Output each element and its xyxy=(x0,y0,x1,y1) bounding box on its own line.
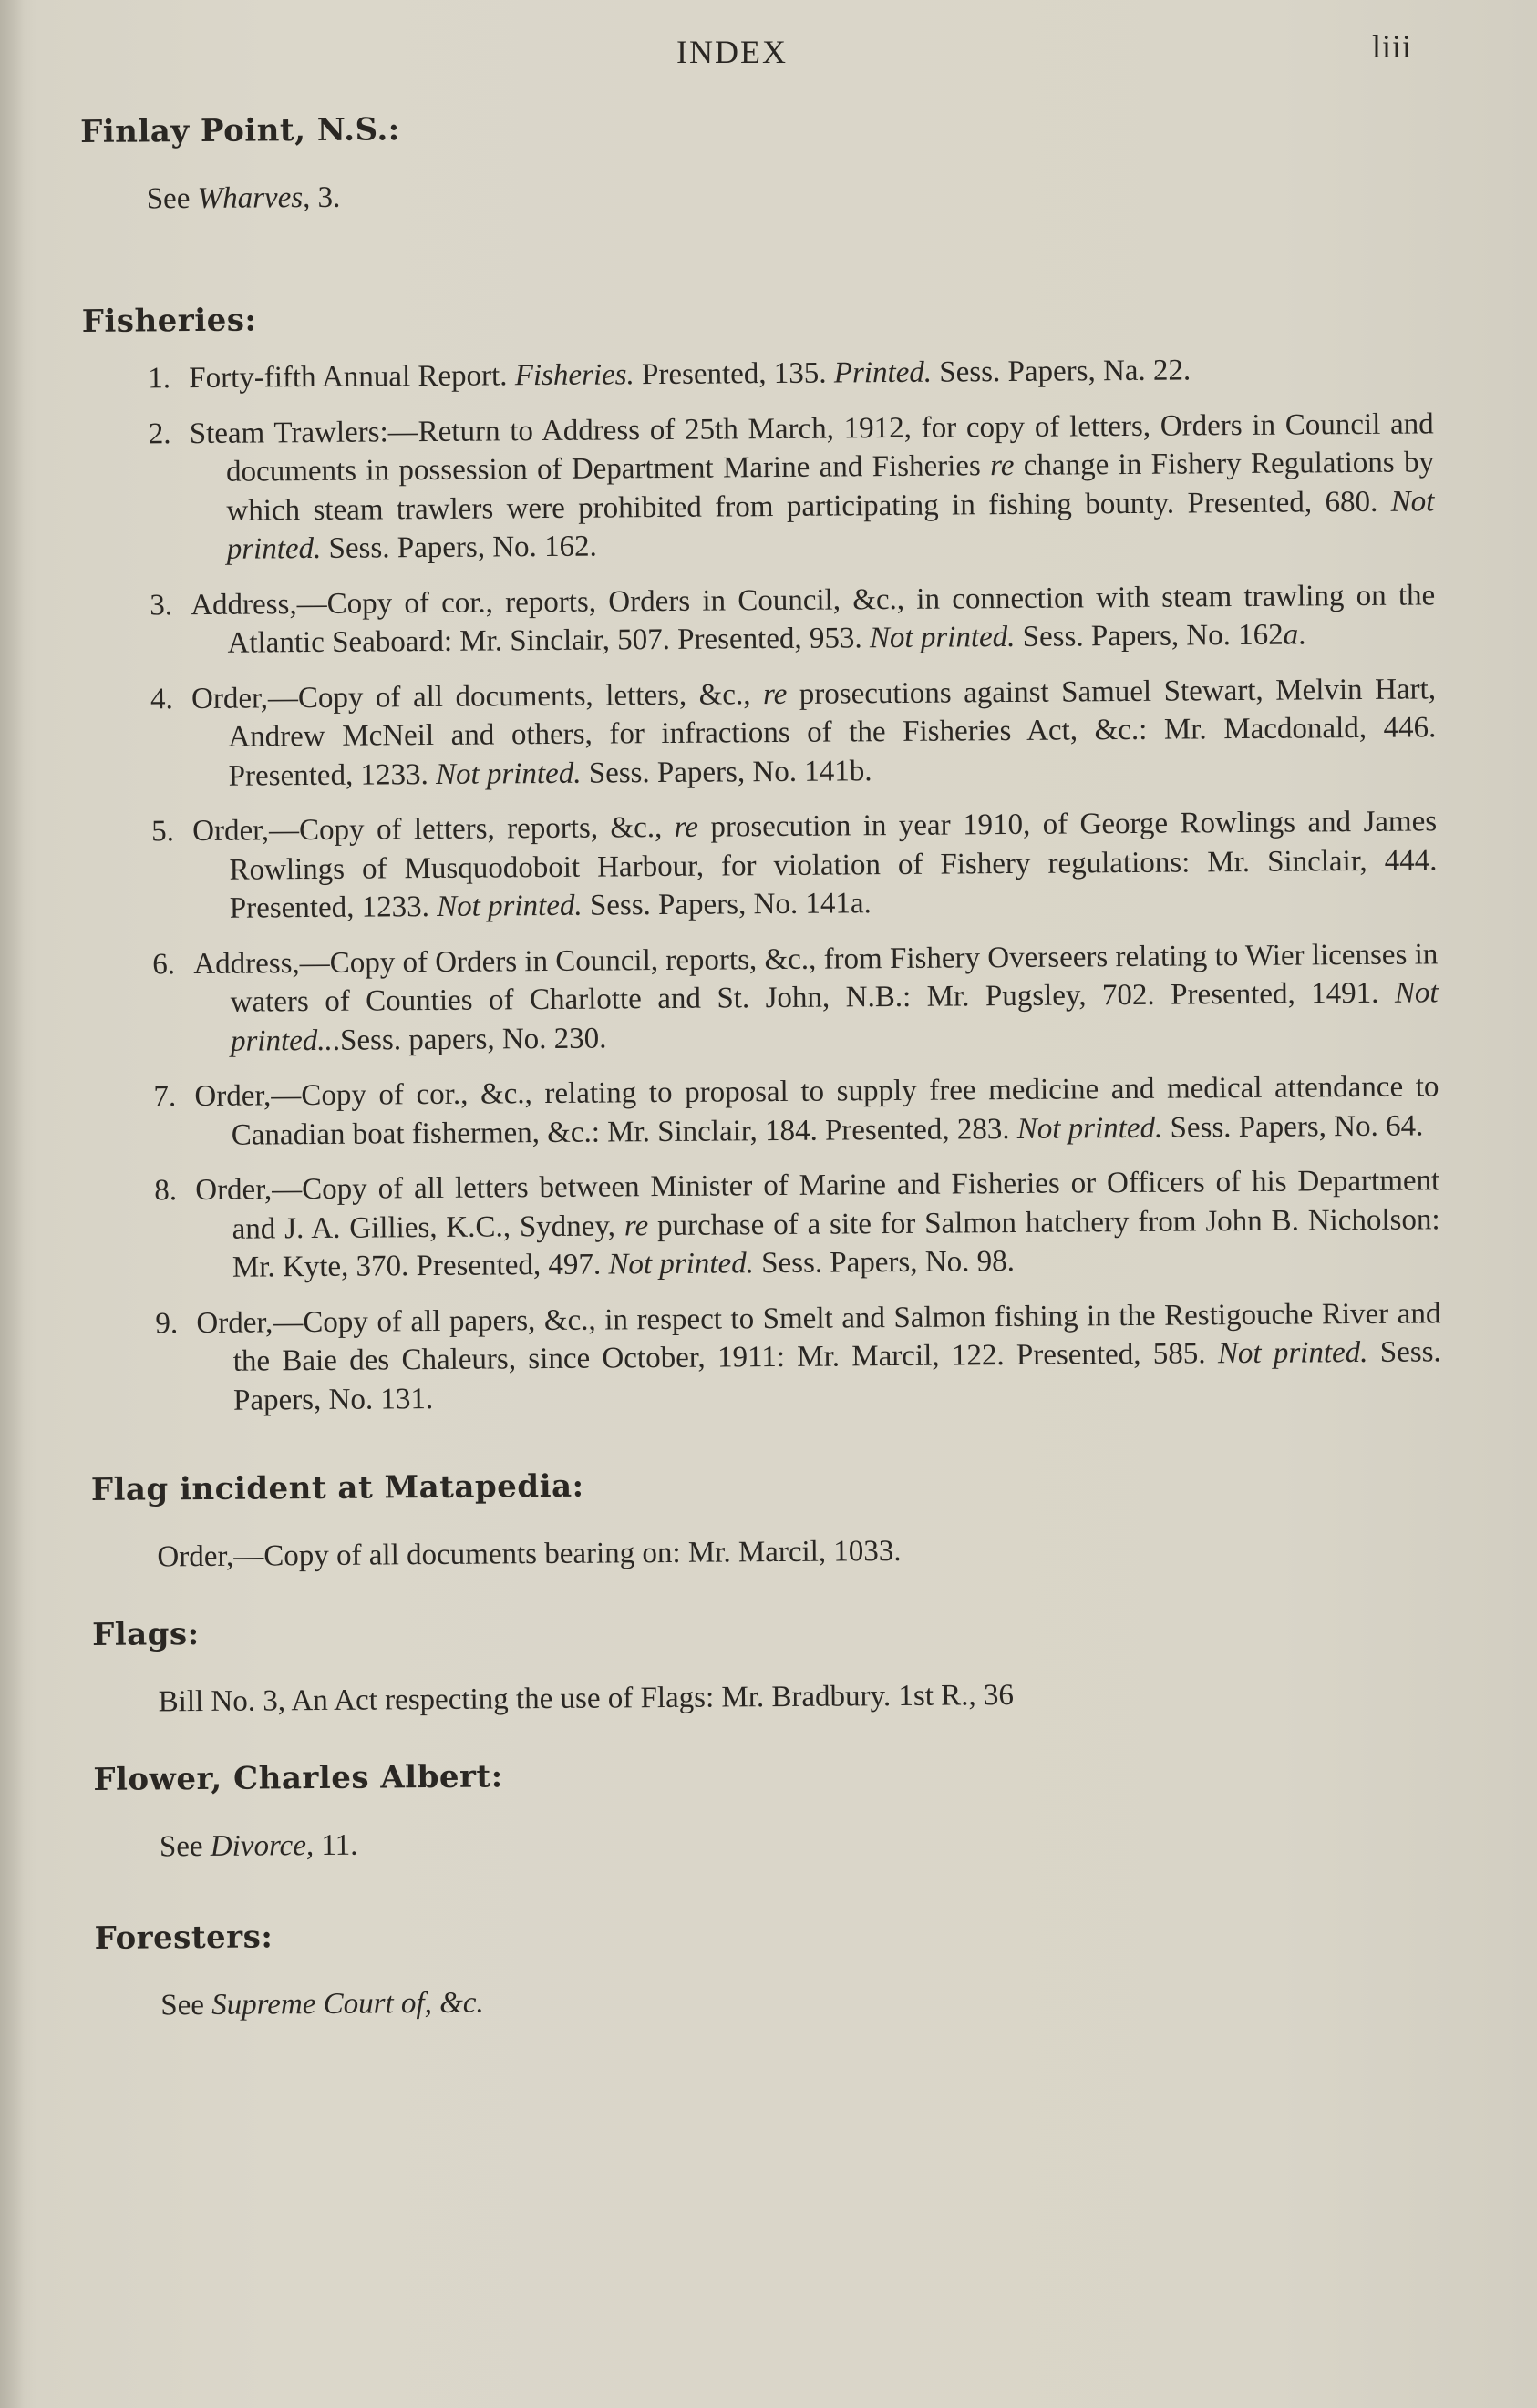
see-suffix: 3. xyxy=(310,180,341,215)
entry-heading: Flower, Charles Albert: xyxy=(93,1758,503,1798)
item-text: Order,—Copy of all letters between Minister of Marine and Fisheries or Officers of his Department and J. A. Gillies, K.C., Sydney, re purchase of a site for Salmon hatchery from John B. Nicholson: Mr. Kyte, 370. Presented, 497. Not printed. Sess. Papers, No. 98. xyxy=(195,1164,1440,1284)
see-target: Divorce, xyxy=(210,1829,315,1863)
item-text: Order,—Copy of all documents, letters, &c., re prosecutions against Samuel Stewart, Melvin Hart, Andrew McNeil and others, for infractions of the Fisheries Act, &c.: Mr. Macdonald, 446. Presented, 1233. Not printed. Sess. Papers, No. 141b. xyxy=(191,672,1437,793)
item-number: 4. xyxy=(150,682,173,715)
item-text: Address,—Copy of cor., reports, Orders in Council, &c., in connection with steam trawling on the Atlantic Seaboard: Mr. Sinclair, 507. Presented, 953. Not printed. Sess. Papers, No. 162a. xyxy=(191,578,1436,660)
entry-text: Order,—Copy of all documents bearing on: Mr. Marcil, 1033. xyxy=(157,1534,902,1574)
item-text: Order,—Copy of letters, reports, &c., re prosecution in year 1910, of George Rowlings and James Rowlings of Musquodoboit Harbour, for violation of Fishery regulations: Mr. Sinclair, 444. Presented, 1233. Not printed. Sess. Papers, No. 141a. xyxy=(192,805,1438,925)
see-reference xyxy=(147,170,1439,218)
item-number: 2. xyxy=(148,417,171,450)
list-item xyxy=(88,1161,1448,1288)
index-content xyxy=(80,103,1454,2055)
entry-heading: Fisheries: xyxy=(81,302,257,340)
see-prefix: See xyxy=(160,1988,205,2022)
item-number: 9. xyxy=(155,1306,179,1340)
entry-fisheries xyxy=(82,293,1449,1421)
entry-heading: Finlay Point, N.S.: xyxy=(80,111,400,150)
see-prefix: See xyxy=(146,182,191,216)
list-item xyxy=(86,802,1445,929)
running-title: INDEX xyxy=(676,34,788,70)
item-number: 1. xyxy=(148,362,171,396)
entry-flag-incident xyxy=(91,1461,1450,1577)
entry-heading: Flag incident at Matapedia: xyxy=(90,1467,584,1508)
entry-heading: Foresters: xyxy=(94,1919,273,1957)
item-text: Address,—Copy of Orders in Council, reports, &c., from Fishery Overseers relating to Wier licenses in waters of Counties of Charlotte and St. John, N.B.: Mr. Pugsley, 702. Presented, 1491. Not printed...Sess. papers, No. 230. xyxy=(193,937,1439,1058)
list-item xyxy=(85,670,1444,797)
entry-finlay-point xyxy=(80,103,1439,219)
page-number: liii xyxy=(1372,28,1413,65)
see-prefix: See xyxy=(159,1830,203,1864)
entry-flags xyxy=(92,1606,1451,1722)
list-item xyxy=(84,576,1443,664)
list-item xyxy=(82,349,1440,398)
item-text: Order,—Copy of all papers, &c., in respect to Smelt and Salmon fishing in the Restigouche River and the Baie des Chaleurs, since October, 1911: Mr. Marcil, 122. Presented, 585. Not printed. Sess. Papers, No. 131. xyxy=(196,1296,1441,1417)
item-text: Steam Trawlers:—Return to Address of 25th March, 1912, for copy of letters, Orders in Council and documents in possession of Department Marine and Fisheries re change in Fishery Regulations by which steam trawlers were prohibited from participating in fishing bounty. Presented, 680. Not printed. Sess. Papers, No. 162. xyxy=(189,406,1435,566)
entry-flower xyxy=(93,1751,1452,1867)
item-number: 6. xyxy=(152,947,176,981)
see-target: Supreme Court of, &c. xyxy=(211,1986,484,2022)
list-item xyxy=(88,1067,1447,1156)
page-header xyxy=(0,27,1537,82)
item-text: Order,—Copy of cor., &c., relating to proposal to supply free medicine and medical attendance to Canadian boat fishermen, &c.: Mr. Sinclair, 184. Presented, 283. Not printed. Sess. Papers, No. 64. xyxy=(194,1070,1439,1152)
item-number: 3. xyxy=(150,588,173,622)
fisheries-items xyxy=(82,349,1449,1421)
list-item xyxy=(83,405,1442,571)
entry-foresters xyxy=(95,1909,1454,2025)
list-item xyxy=(89,1294,1449,1421)
binding-shadow xyxy=(0,0,24,2408)
item-text: Forty-fifth Annual Report. Fisheries. Presented, 135. Printed. Sess. Papers, Na. 22. xyxy=(189,354,1191,396)
see-suffix: 11. xyxy=(314,1828,358,1863)
item-number: 8. xyxy=(154,1174,178,1208)
item-number: 5. xyxy=(151,815,175,849)
entry-heading: Flags: xyxy=(91,1616,200,1653)
see-reference xyxy=(160,1817,1452,1866)
entry-text: Bill No. 3, An Act respecting the use of Flags: Mr. Bradbury. 1st R., 36 xyxy=(158,1679,1015,1719)
see-reference xyxy=(160,1976,1453,2024)
item-number: 7. xyxy=(153,1080,177,1114)
see-target: Wharves, xyxy=(197,181,311,215)
list-item xyxy=(87,935,1446,1062)
